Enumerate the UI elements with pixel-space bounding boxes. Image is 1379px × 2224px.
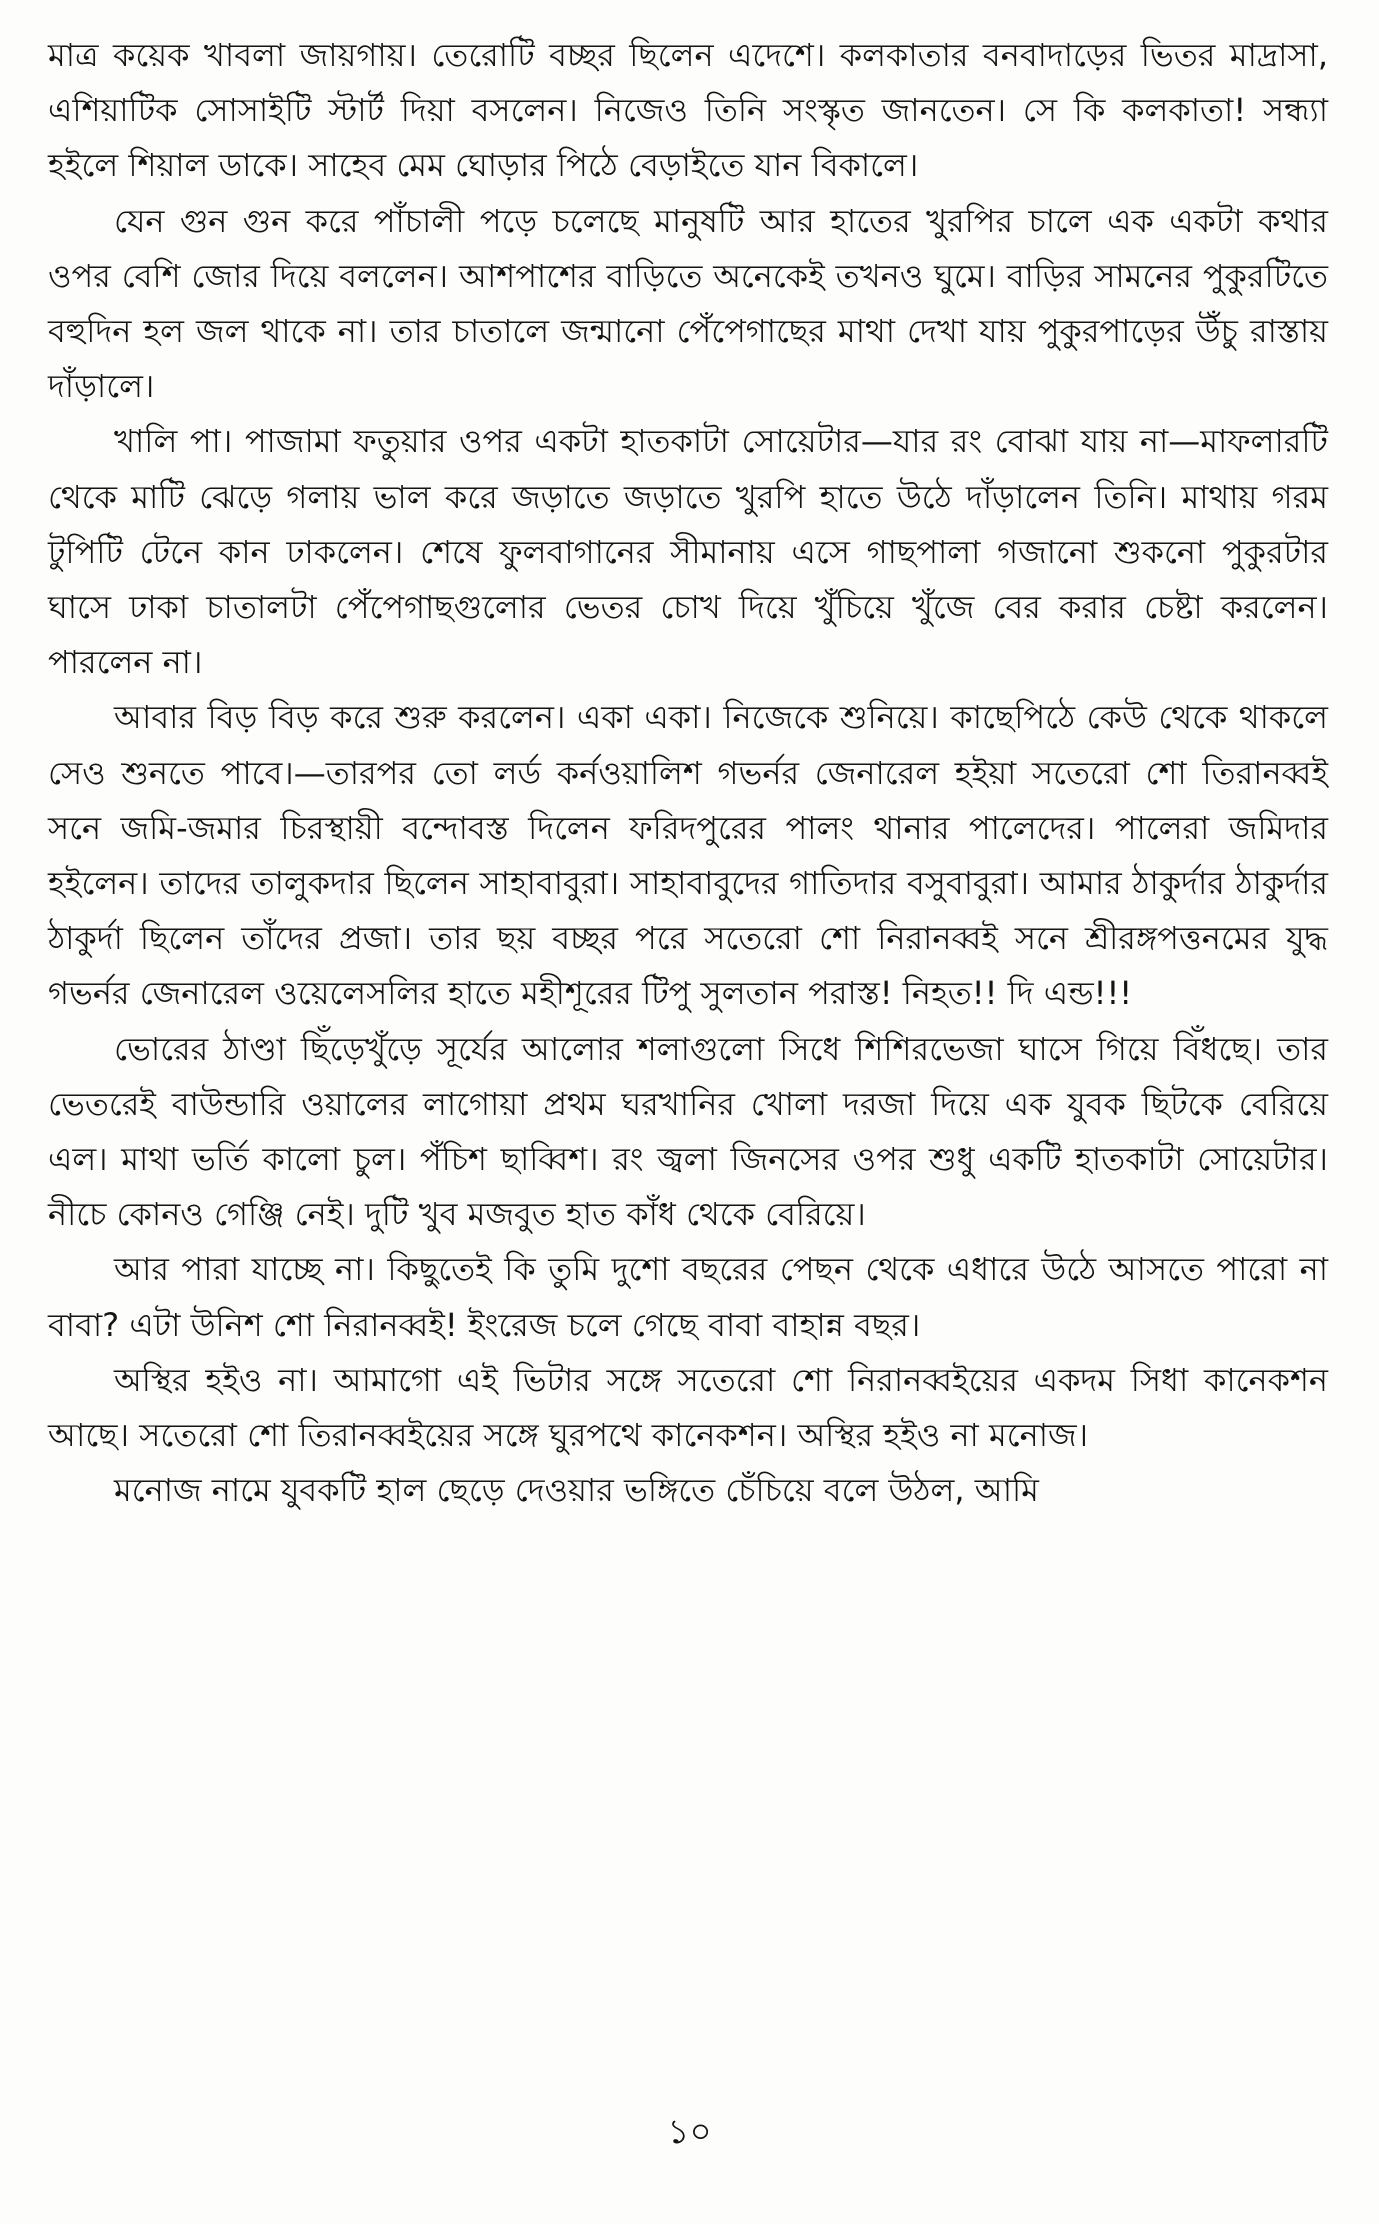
paragraph-6: আর পারা যাচ্ছে না। কিছুতেই কি তুমি দুশো বছরের পেছন থেকে এধারে উঠে আসতে পারো না বাবা? এটা উনিশ শো নিরানব্বই! ইংরেজ চলে গেছে বাবা বাহান্ন বছর। <box>48 1250 1328 1344</box>
paragraph-7: অস্থির হইও না। আমাগো এই ভিটার সঙ্গে সতেরো শো নিরানব্বইয়ের একদম সিধা কানেকশন আছে। সতেরো শো তিরানব্বইয়ের সঙ্গে ঘুরপথে কানেকশন। অস্থির হইও না মনোজ। <box>48 1360 1328 1455</box>
paragraph-2: যেন গুন গুন করে পাঁচালী পড়ে চলেছে মানুষটি আর হাতের খুরপির চালে এক একটা কথার ওপর বেশি জোর দিয়ে বললেন। আশপাশের বাড়িতে অনেকেই তখনও ঘুমে। বাড়ির সামনের পুকুরটিতে বহুদিন হল জল থাকে না। তার চাতালে জন্মানো পেঁপেগাছের মাথা দেখা যায় পুকুরপাড়ের উঁচু রাস্তায় দাঁড়ালে। <box>48 201 1328 406</box>
page-number: ১০ <box>667 2112 712 2152</box>
paragraph-1: মাত্র কয়েক খাবলা জায়গায়। তেরোটি বচ্ছর ছিলেন এদেশে। কলকাতার বনবাদাড়ের ভিতর মাদ্রাসা, এশিয়াটিক সোসাইটি স্টার্ট দিয়া বসলেন। নিজেও তিনি সংস্কৃত জানতেন। সে কি কলকাতা! সন্ধ্যা হইলে শিয়াল ডাকে। সাহেব মেম ঘোড়ার পিঠে বেড়াইতে যান বিকালে। <box>48 36 1328 185</box>
body-text <box>48 28 1328 1518</box>
paragraph-4: আবার বিড় বিড় করে শুরু করলেন। একা একা। নিজেকে শুনিয়ে। কাছেপিঠে কেউ থেকে থাকলে সেও শুনতে পাবে।—তারপর তো লর্ড কর্নওয়ালিশ গভর্নর জেনারেল হইয়া সতেরো শো তিরানব্বই সনে জমি-জমার চিরস্থায়ী বন্দোবস্ত দিলেন ফরিদপুরের পালং থানার পালেদের। পালেরা জমিদার হইলেন। তাদের তালুকদার ছিলেন সাহাবাবুরা। সাহাবাবুদের গাতিদার বসুবাবুরা। আমার ঠাকুর্দার ঠাকুর্দার ঠাকুর্দা ছিলেন তাঁদের প্রজা। তার ছয় বচ্ছর পরে সতেরো শো নিরানব্বই সনে শ্রীরঙ্গপত্তনমের যুদ্ধ গভর্নর জেনারেল ওয়েলেসলির হাতে মহীশূরের টিপু সুলতান পরাস্ত! নিহত!! দি এন্ড!!! <box>48 698 1328 1013</box>
paragraph-3: খালি পা। পাজামা ফতুয়ার ওপর একটা হাতকাটা সোয়েটার—যার রং বোঝা যায় না—মাফলারটি থেকে মাটি ঝেড়ে গলায় ভাল করে জড়াতে জড়াতে খুরপি হাতে উঠে দাঁড়ালেন তিনি। মাথায় গরম টুপিটি টেনে কান ঢাকলেন। শেষে ফুলবাগানের সীমানায় এসে গাছপালা গজানো শুকনো পুকুরটার ঘাসে ঢাকা চাতালটা পেঁপেগাছগুলোর ভেতর চোখ দিয়ে খুঁচিয়ে খুঁজে বের করার চেষ্টা করলেন। পারলেন না। <box>48 422 1328 682</box>
paragraph-5: ভোরের ঠাণ্ডা ছিঁড়েখুঁড়ে সূর্যের আলোর শলাগুলো সিধে শিশিরভেজা ঘাসে গিয়ে বিঁধছে। তার ভেতরেই বাউন্ডারি ওয়ালের লাগোয়া প্রথম ঘরখানির খোলা দরজা দিয়ে এক যুবক ছিটকে বেরিয়ে এল। মাথা ভর্তি কালো চুল। পঁচিশ ছাব্বিশ। রং জ্বলা জিনসের ওপর শুধু একটি হাতকাটা সোয়েটার। নীচে কোনও গেঞ্জি নেই। দুটি খুব মজবুত হাত কাঁধ থেকে বেরিয়ে। <box>48 1029 1328 1234</box>
paragraph-8: মনোজ নামে যুবকটি হাল ছেড়ে দেওয়ার ভঙ্গিতে চেঁচিয়ে বলে উঠল, আমি <box>114 1471 1039 1510</box>
